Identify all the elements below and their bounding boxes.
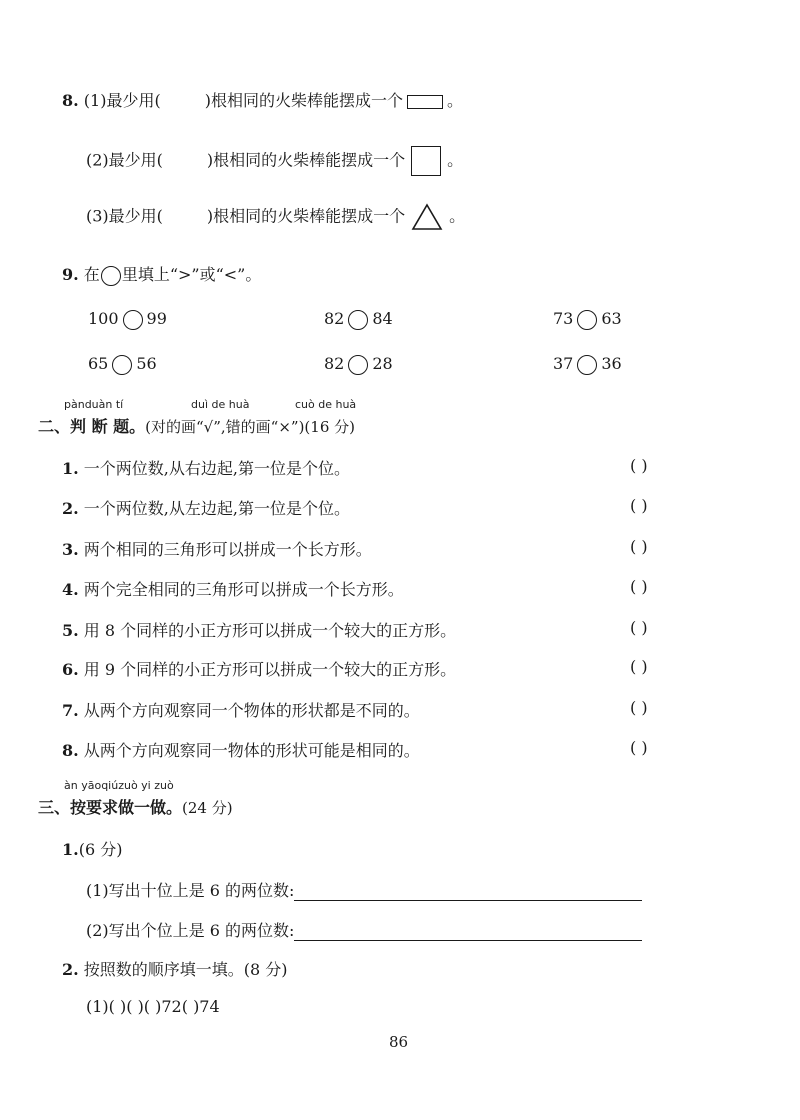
q8-number: 8. — [62, 91, 79, 110]
section3-title: 三、按要求做一做。 — [38, 798, 183, 817]
judge-item-1: 1. 一个两位数,从右边起,第一位是个位。 — [62, 459, 350, 478]
section2-title: 二、判 断 题。 — [38, 417, 146, 436]
compare-item: 65 56 — [88, 354, 157, 373]
compare-circle[interactable] — [348, 310, 368, 330]
pinyin-panduanti: pànduàn tí — [64, 398, 124, 411]
judge-item-7: 7. 从两个方向观察同一个物体的形状都是不同的。 — [62, 701, 420, 720]
judge-item-5: 5. 用 8 个同样的小正方形可以拼成一个较大的正方形。 — [62, 621, 457, 640]
q8-item-3: (3)最少用( )根相同的火柴棒能摆成一个 。 — [86, 203, 465, 231]
compare-circle[interactable] — [348, 355, 368, 375]
judge-answer-paren[interactable]: ( ) — [630, 657, 648, 676]
compare-circle[interactable] — [577, 355, 597, 375]
section3-note: (24 分) — [182, 799, 233, 817]
judge-answer-paren[interactable]: ( ) — [630, 456, 648, 475]
s3-q1-sub1: (1)写出十位上是 6 的两位数: — [86, 878, 642, 901]
compare-item: 82 28 — [324, 354, 393, 373]
pinyin-anyaoqiu: àn yāoqiúzuò yi zuò — [64, 779, 174, 792]
compare-circle[interactable] — [112, 355, 132, 375]
compare-circle[interactable] — [123, 310, 143, 330]
q8-1-rest: )根相同的火柴棒能摆成一个 — [204, 91, 403, 110]
page-number: 86 — [389, 1033, 409, 1051]
judge-item-6: 6. 用 9 个同样的小正方形可以拼成一个较大的正方形。 — [62, 660, 457, 679]
section2-heading — [38, 414, 355, 437]
pinyin-cuodehua: cuò de huà — [295, 398, 357, 411]
rectangle-icon — [407, 95, 443, 109]
judge-item-2: 2. 一个两位数,从左边起,第一位是个位。 — [62, 499, 350, 518]
answer-line[interactable] — [294, 884, 642, 901]
s3-q2: 2. 按照数的顺序填一填。(8 分) — [62, 960, 288, 979]
judge-answer-paren[interactable]: ( ) — [630, 537, 648, 556]
q8-item-1: 8. (1)最少用( )根相同的火柴棒能摆成一个 。 — [62, 91, 463, 110]
compare-circle[interactable] — [577, 310, 597, 330]
judge-item-3: 3. 两个相同的三角形可以拼成一个长方形。 — [62, 540, 372, 559]
answer-line[interactable] — [294, 924, 642, 941]
q8-3-rest: )根相同的火柴棒能摆成一个 — [206, 206, 406, 226]
judge-answer-paren[interactable]: ( ) — [630, 698, 648, 717]
s3-q1-sub2: (2)写出个位上是 6 的两位数: — [86, 918, 642, 941]
section3-heading — [38, 795, 233, 818]
q9-instruction: 9. 在 里填上“>”或“<”。 — [62, 265, 262, 284]
judge-answer-paren[interactable]: ( ) — [630, 577, 648, 596]
judge-item-8: 8. 从两个方向观察同一物体的形状可能是相同的。 — [62, 741, 420, 760]
q9-number: 9. — [62, 265, 79, 284]
compare-item: 73 63 — [553, 309, 622, 328]
judge-answer-paren[interactable]: ( ) — [630, 618, 648, 637]
judge-item-4: 4. 两个完全相同的三角形可以拼成一个长方形。 — [62, 580, 404, 599]
judge-answer-paren[interactable]: ( ) — [630, 496, 648, 515]
q8-item-2: (2)最少用( )根相同的火柴棒能摆成一个 。 — [86, 146, 463, 176]
square-icon — [411, 146, 441, 176]
s3-q1: 1.(6 分) — [62, 840, 123, 859]
pinyin-duidehua: duì de huà — [191, 398, 250, 411]
q8-2-rest: )根相同的火柴棒能摆成一个 — [206, 150, 406, 170]
q8-2-label: (2)最少用( — [86, 150, 163, 170]
compare-item: 82 84 — [324, 309, 393, 328]
judge-answer-paren[interactable]: ( ) — [630, 738, 648, 757]
compare-item: 100 99 — [88, 309, 167, 328]
section2-note: (对的画“√”,错的画“×”)(16 分) — [145, 418, 355, 436]
q8-3-label: (3)最少用( — [86, 206, 163, 226]
circle-icon — [101, 266, 121, 286]
q8-1-label: (1)最少用( — [83, 91, 161, 110]
triangle-icon — [411, 203, 443, 231]
compare-item: 37 36 — [553, 354, 622, 373]
s3-q2-sequence[interactable]: (1)( )( )( )72( )74 — [86, 997, 220, 1016]
